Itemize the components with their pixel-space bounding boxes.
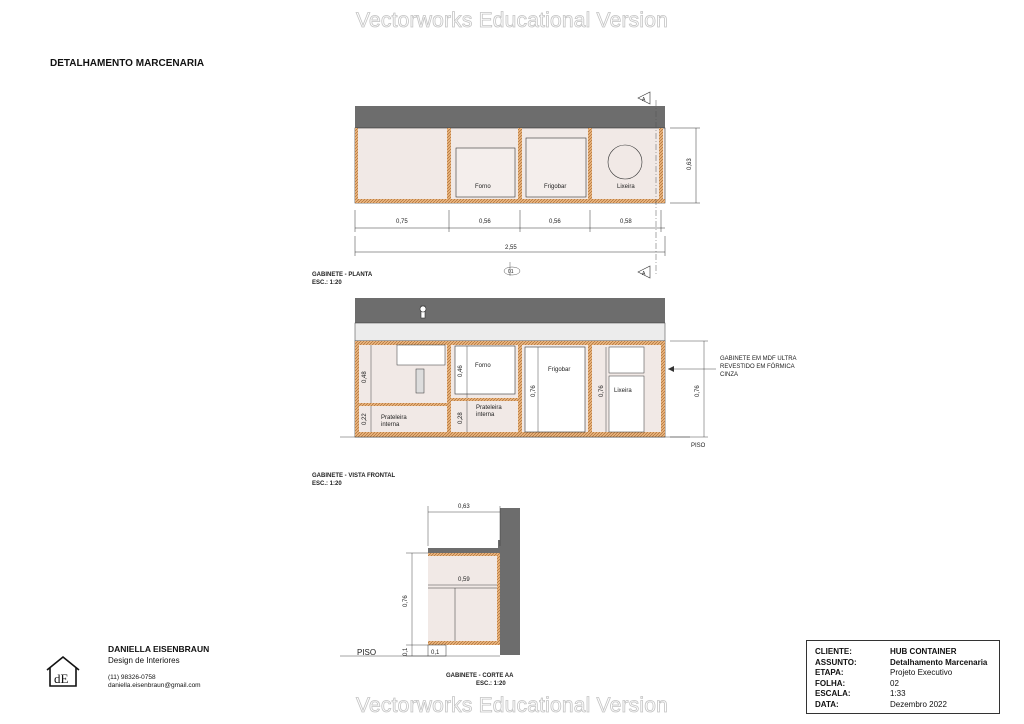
front-countertop: [355, 298, 665, 323]
front-top-edge: [355, 341, 665, 345]
front-edge-left: [355, 341, 359, 437]
section-view: [340, 504, 520, 687]
tb-label-escala: ESCALA:: [815, 689, 851, 698]
front-label-shelf2-line2: interna: [476, 412, 495, 418]
plan-dim-w3: 0,56: [549, 219, 561, 225]
plan-axis-label: 01: [508, 269, 514, 275]
section-bottom-panel: [428, 641, 500, 645]
plan-dim-w1: 0,75: [396, 219, 408, 225]
plan-scale: ESC.: 1:20: [312, 280, 342, 286]
siphon-icon: [416, 369, 424, 393]
section-body: [428, 553, 500, 645]
front-title: GABINETE - VISTA FRONTAL: [312, 473, 396, 479]
front-label-frigobar: Frigobar: [548, 367, 571, 373]
front-dim-022: 0,22: [362, 413, 368, 425]
tb-value-folha: 02: [890, 678, 899, 688]
plan-countertop: [355, 106, 665, 128]
front-dim-048: 0,48: [362, 371, 368, 383]
note-arrow-icon: [668, 366, 674, 372]
plan-divider-3: [588, 128, 592, 203]
front-label-shelf1-line2: interna: [381, 422, 400, 428]
plan-label-forno: Forno: [475, 184, 491, 190]
designer-block: [108, 644, 209, 690]
front-shelf-2: [451, 398, 518, 401]
title-block: [806, 640, 1000, 714]
title-block-row: [815, 689, 991, 700]
section-marker-bottom-label: A: [642, 271, 646, 277]
front-forno: [455, 346, 515, 394]
front-label-shelf2-line1: Prateleira: [476, 405, 502, 411]
front-sink: [397, 345, 445, 365]
front-note-line3: CINZA: [720, 372, 738, 378]
front-dim-076-frigobar: 0,76: [531, 385, 537, 397]
front-bottom-edge: [355, 432, 665, 437]
title-block-row: [815, 668, 991, 679]
section-wall: [500, 508, 520, 655]
tb-value-escala: 1:33: [890, 689, 906, 698]
tb-value-cliente: HUB CONTAINER: [890, 647, 957, 656]
front-shelf-1: [355, 403, 451, 406]
plan-dim-w2: 0,56: [479, 219, 491, 225]
plan-edge-right: [659, 128, 663, 203]
section-title: GABINETE - CORTE AA: [446, 673, 514, 679]
designer-email: daniella.eisenbraun@gmail.com: [108, 682, 201, 689]
front-divider-2: [518, 341, 522, 437]
plan-dim-depth: 0,63: [687, 158, 693, 170]
plan-front-edge: [355, 199, 665, 203]
designer-phone: (11) 98326-0758: [108, 674, 156, 681]
sheet-title: DETALHAMENTO MARCENARIA: [50, 58, 205, 69]
plan-label-lixeira: Lixeira: [617, 184, 635, 190]
front-view: [312, 298, 797, 487]
tb-label-assunto: ASSUNTO:: [815, 657, 857, 667]
section-back-panel: [497, 553, 500, 645]
watermark-bottom: Vectorworks Educational Version: [355, 694, 669, 717]
tb-label-folha: FOLHA:: [815, 678, 846, 688]
section-label-piso: PISO: [357, 648, 377, 657]
title-block-row: [815, 700, 991, 711]
plan-dim-w4: 0,58: [620, 219, 632, 225]
front-divider-3: [588, 341, 592, 437]
plan-divider-1: [447, 128, 451, 203]
logo-text: dE: [54, 671, 69, 686]
front-edge-right: [661, 341, 665, 437]
section-dim-top: 0,63: [458, 504, 470, 510]
designer-name: DANIELLA EISENBRAUN: [108, 644, 210, 654]
designer-role: Design de Interiores: [108, 656, 180, 665]
front-lixeira-upper: [609, 347, 644, 373]
title-block-row: [815, 679, 991, 690]
front-backsplash: [355, 323, 665, 341]
front-scale: ESC.: 1:20: [312, 481, 342, 487]
front-note-line2: REVESTIDO EM FÓRMICA: [720, 364, 795, 370]
section-marker-top-label: A: [642, 97, 646, 103]
designer-contact: [108, 674, 209, 690]
plan-edge-left: [355, 128, 358, 203]
front-label-forno: Forno: [475, 363, 491, 369]
faucet-icon: [420, 306, 426, 318]
plan-dim-total: 2,55: [505, 245, 517, 251]
tb-value-assunto: Detalhamento Marcenaria: [890, 657, 988, 667]
front-label-shelf1-line1: Prateleira: [381, 415, 407, 421]
watermark-top: Vectorworks Educational Version: [355, 9, 669, 32]
front-label-piso: PISO: [691, 443, 706, 449]
front-note-line1: GABINETE EM MDF ULTRA: [720, 356, 797, 362]
section-scale: ESC.: 1:20: [476, 681, 506, 687]
front-dim-028: 0,28: [458, 412, 464, 424]
tb-label-etapa: ETAPA:: [815, 668, 844, 677]
title-block-row: [815, 658, 991, 669]
plan-title: GABINETE - PLANTA: [312, 272, 373, 278]
section-top-panel: [428, 553, 500, 556]
tb-value-data: Dezembro 2022: [890, 699, 947, 709]
section-dim-base: 0,1: [403, 647, 409, 656]
plan-view: [312, 92, 700, 286]
section-countertop: [428, 548, 500, 553]
front-dim-046: 0,46: [458, 365, 464, 377]
tb-value-etapa: Projeto Executivo: [890, 668, 953, 677]
front-dim-076-total: 0,76: [695, 385, 701, 397]
tb-label-data: DATA:: [815, 699, 839, 709]
tb-label-cliente: CLIENTE:: [815, 647, 852, 656]
section-dim-height: 0,76: [403, 595, 409, 607]
plan-label-frigobar: Frigobar: [544, 184, 567, 190]
front-divider-1: [447, 341, 451, 437]
front-label-lixeira: Lixeira: [614, 388, 632, 394]
title-block-row: [815, 647, 991, 658]
front-dim-076-lixeira: 0,76: [599, 385, 605, 397]
section-dim-inner: 0,59: [458, 577, 470, 583]
section-dim-base-width: 0,1: [431, 650, 440, 656]
front-lixeira-lower: [609, 376, 644, 432]
house-logo-icon: [44, 654, 82, 688]
plan-divider-2: [518, 128, 522, 203]
